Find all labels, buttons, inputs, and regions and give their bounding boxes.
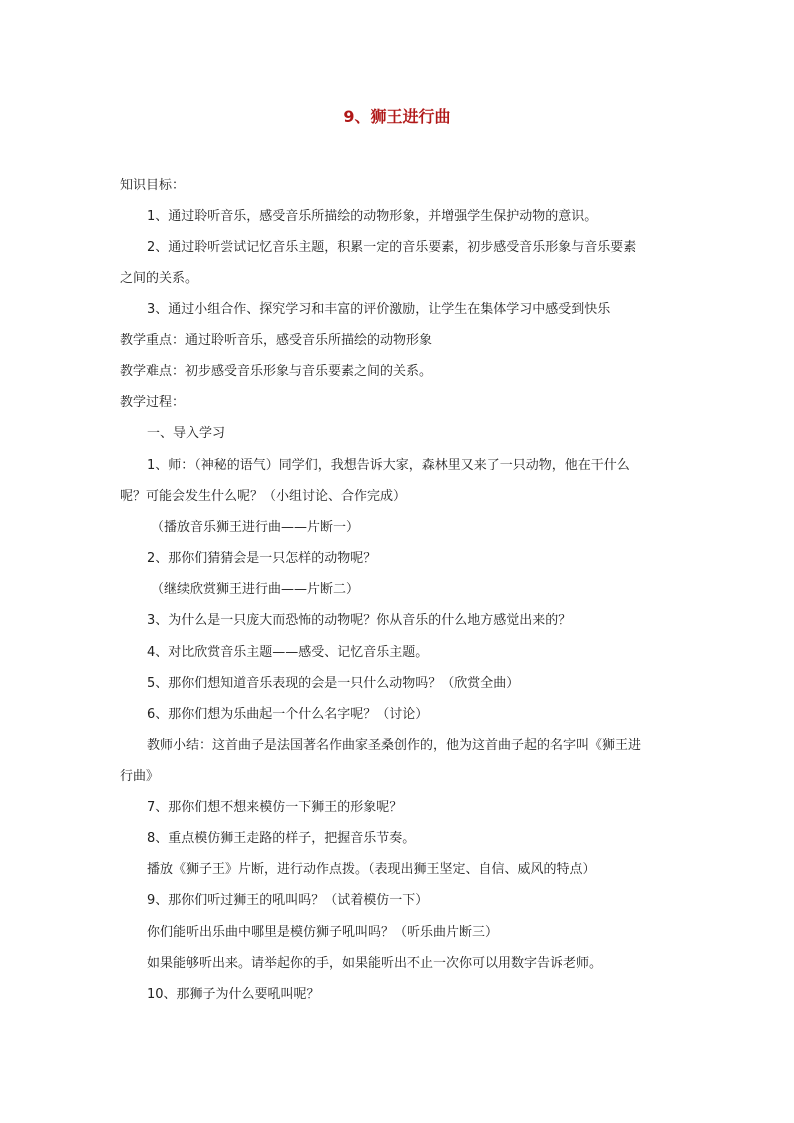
- process-step-5: 5、那你们想知道音乐表现的会是一只什么动物吗？（欣赏全曲）: [147, 676, 520, 691]
- section-label-teaching-process: 教学过程：: [120, 395, 186, 410]
- process-note-raise-hand: 如果能够听出来。请举起你的手，如果能听出不止一次你可以用数字告诉老师。: [147, 956, 603, 971]
- process-heading-intro: 一、导入学习: [147, 426, 226, 441]
- teaching-difficulty: 教学难点：初步感受音乐形象与音乐要素之间的关系。: [120, 364, 433, 379]
- process-step-3: 3、为什么是一只庞大而恐怖的动物呢？你从音乐的什么地方感觉出来的？: [147, 613, 572, 628]
- process-note-clip-2: （继续欣赏狮王进行曲——片断二）: [151, 582, 360, 597]
- section-label-knowledge-goals: 知识目标：: [120, 178, 186, 193]
- goal-item-3: 3、通过小组合作、探究学习和丰富的评价激励，让学生在集体学习中感受到快乐: [147, 302, 611, 317]
- process-step-2: 2、那你们猜猜会是一只怎样的动物呢？: [147, 551, 377, 566]
- process-note-clip-1: （播放音乐狮王进行曲——片断一）: [151, 520, 360, 535]
- process-step-1: 1、师：（神秘的语气）同学们，我想告诉大家，森林里又来了一只动物，他在干什么: [147, 458, 630, 473]
- goal-item-2: 2、通过聆听尝试记忆音乐主题，积累一定的音乐要素，初步感受音乐形象与音乐要素: [147, 240, 637, 255]
- process-step-1-continued: 呢？可能会发生什么呢？（小组讨论、合作完成）: [120, 489, 407, 504]
- teacher-summary: 教师小结：这首曲子是法国著名作曲家圣桑创作的，他为这首曲子起的名字叫《狮王进: [147, 738, 642, 753]
- teaching-key-point: 教学重点：通过聆听音乐，感受音乐所描绘的动物形象: [120, 333, 433, 348]
- process-step-4: 4、对比欣赏音乐主题——感受、记忆音乐主题。: [147, 645, 429, 660]
- document-title: 9、狮王进行曲: [343, 107, 451, 126]
- process-step-9: 9、那你们听过狮王的吼叫吗？（试着模仿一下）: [147, 893, 429, 908]
- process-step-8: 8、重点模仿狮王走路的样子，把握音乐节奏。: [147, 831, 416, 846]
- process-step-6: 6、那你们想为乐曲起一个什么名字呢？（讨论）: [147, 707, 429, 722]
- teacher-summary-continued: 行曲》: [120, 769, 160, 784]
- process-note-clip-3: 你们能听出乐曲中哪里是模仿狮子吼叫吗？（听乐曲片断三）: [147, 925, 499, 940]
- goal-item-1: 1、通过聆听音乐，感受音乐所描绘的动物形象，并增强学生保护动物的意识。: [147, 209, 598, 224]
- process-step-7: 7、那你们想不想来模仿一下狮王的形象呢？: [147, 800, 403, 815]
- goal-item-2-continued: 之间的关系。: [120, 271, 199, 286]
- process-note-lion-king: 播放《狮子王》片断，进行动作点拨。（表现出狮王坚定、自信、威风的特点）: [147, 862, 596, 877]
- process-step-10: 10、那狮子为什么要吼叫呢？: [147, 987, 320, 1002]
